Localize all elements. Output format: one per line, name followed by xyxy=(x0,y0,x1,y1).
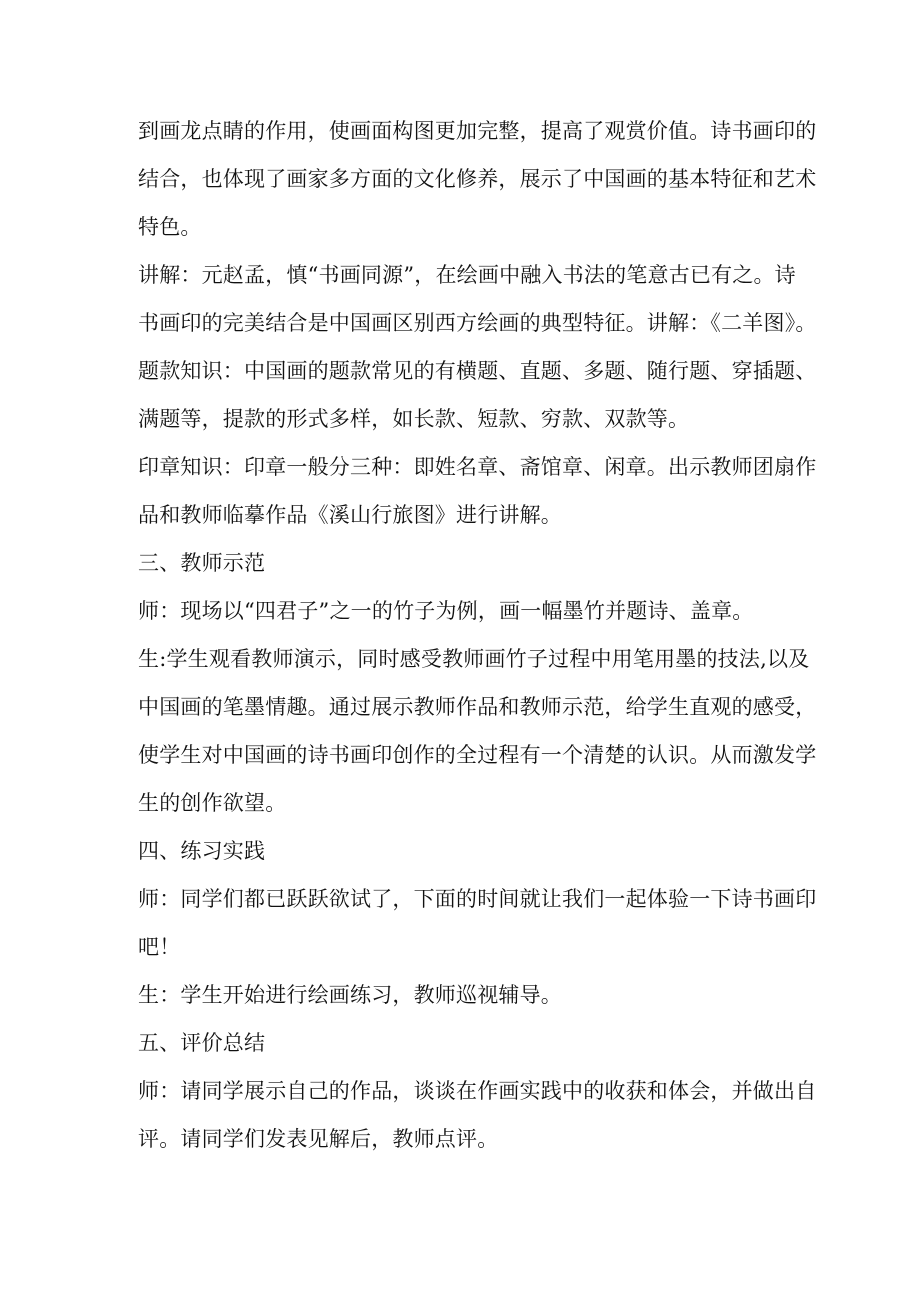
text-line: 满题等，提款的形式多样，如长款、短款、穷款、双款等。 xyxy=(138,407,690,431)
text-line: 生：学生开始进行绘画练习，教师巡视辅导。 xyxy=(138,983,562,1007)
section-heading: 五、评价总结 xyxy=(138,1031,266,1055)
text-line: 生:学生观看教师演示，同时感受教师画竹子过程中用笔用墨的技法,以及 xyxy=(138,647,810,671)
text-line: 吧！ xyxy=(138,935,181,959)
text-line: 中国画的笔墨情趣。通过展示教师作品和教师示范，给学生直观的感受， xyxy=(138,695,817,719)
text-line: 特色。 xyxy=(138,215,202,239)
text-line: 师：现场以“四君子”之一的竹子为例，画一幅墨竹并题诗、盖章。 xyxy=(138,599,754,623)
text-line: 书画印的完美结合是中国画区别西方绘画的典型特征。讲解：《二羊图》。 xyxy=(138,311,817,335)
text-line: 生的创作欲望。 xyxy=(138,791,287,815)
text-line: 到画龙点睛的作用，使画面构图更加完整，提高了观赏价值。诗书画印的 xyxy=(138,119,817,143)
document-body xyxy=(138,116,817,1172)
text-line: 品和教师临摹作品《溪山行旅图》进行讲解。 xyxy=(138,503,562,527)
text-line: 印章知识：印章一般分三种：即姓名章、斋馆章、闲章。出示教师团扇作 xyxy=(138,455,817,479)
text-line: 评。请同学们发表见解后，教师点评。 xyxy=(138,1127,499,1151)
section-heading: 三、教师示范 xyxy=(138,551,266,575)
section-heading: 四、练习实践 xyxy=(138,839,266,863)
text-line: 师：请同学展示自己的作品，谈谈在作画实践中的收获和体会，并做出自 xyxy=(138,1079,817,1103)
text-line: 题款知识：中国画的题款常见的有横题、直题、多题、随行题、穿插题、 xyxy=(138,359,817,383)
text-line: 结合，也体现了画家多方面的文化修养，展示了中国画的基本特征和艺术 xyxy=(138,167,817,191)
text-line: 使学生对中国画的诗书画印创作的全过程有一个清楚的认识。从而激发学 xyxy=(138,743,817,767)
text-line: 师：同学们都已跃跃欲试了，下面的时间就让我们一起体验一下诗书画印 xyxy=(138,887,817,911)
text-line: 讲解：元赵孟，慎“书画同源”，在绘画中融入书法的笔意古已有之。诗 xyxy=(138,263,796,287)
